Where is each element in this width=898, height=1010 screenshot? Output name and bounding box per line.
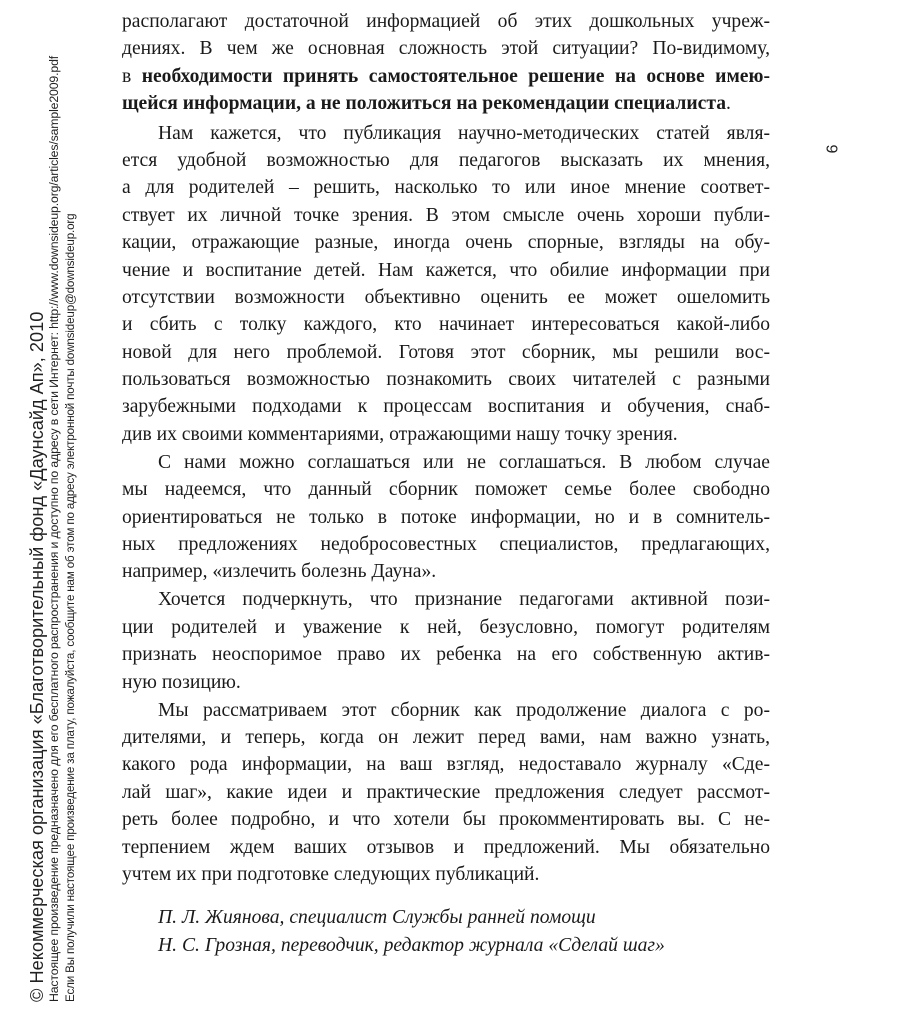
text-line [122, 339, 770, 366]
text-line [122, 90, 770, 117]
distribution-notice: Настоящее произведение предназначено для его бесплатного распространения и доступно по адресу в сети Интернет: http://www.downsideup.org/articles/sample2009.pdf [47, 55, 61, 1002]
text-line [122, 311, 770, 338]
paragraph [122, 8, 770, 118]
text-line [122, 669, 770, 696]
text-segment: зарубежными подходами к процессам воспитания и обучения, снаб- [122, 396, 770, 418]
text-line [122, 449, 770, 476]
text-segment: реть более подробно, и что хотели бы прокомментировать вы. С не- [122, 809, 770, 831]
text-segment: Мы рассматриваем этот сборник как продолжение диалога с ро- [158, 699, 770, 721]
text-segment: отсутствии возможности объективно оценить ее может ошеломить [122, 286, 770, 308]
text-segment: . [726, 93, 731, 115]
text-segment: чение и воспитание детей. Нам кажется, что обилие информации при [122, 259, 770, 281]
text-line [122, 147, 770, 174]
text-line [122, 421, 770, 448]
text-line [122, 834, 770, 861]
text-line [122, 120, 770, 147]
text-segment: ную позицию. [122, 671, 241, 693]
text-line [122, 284, 770, 311]
text-line [122, 586, 770, 613]
paragraph [122, 697, 770, 889]
text-segment: какого рода информации, на ваш взгляд, недоставало журналу «Сде- [122, 754, 770, 776]
body-text [122, 8, 770, 889]
page-number: 9 [822, 144, 840, 154]
paragraph [122, 449, 770, 586]
text-segment: а для родителей – решить, насколько то или иное мнение соответ- [122, 177, 770, 199]
text-segment: учтем их при подготовке следующих публикаций. [122, 863, 540, 885]
text-line [122, 174, 770, 201]
text-line [122, 779, 770, 806]
text-segment: и сбить с толку каждого, кто начинает интересоваться какой-либо [122, 314, 770, 336]
paragraph [122, 586, 770, 696]
text-line [122, 229, 770, 256]
text-segment: кации, отражающие разные, иногда очень спорные, взгляды на обу- [122, 232, 770, 254]
text-segment: див их своими комментариями, отражающими нашу точку зрения. [122, 423, 678, 445]
text-segment: ориентироваться не только в потоке информации, но и в сомнитель- [122, 506, 770, 528]
text-segment: признать неоспоримое право их ребенка на его собственную актив- [122, 644, 770, 666]
text-line [122, 63, 770, 90]
text-segment: ных предложениях недобросовестных специалистов, предлагающих, [122, 534, 770, 556]
text-segment: новой для него проблемой. Готовя этот сборник, мы решили вос- [122, 341, 770, 363]
text-line [122, 724, 770, 751]
text-line [122, 614, 770, 641]
text-segment: Нам кажется, что публикация научно-методических статей явля- [158, 122, 770, 144]
text-segment: лай шаг», какие идеи и практические предложения следует рассмот- [122, 781, 770, 803]
contact-notice: Если Вы получили настоящее произведение за плату, пожалуйста, сообщите нам об этом по адресу электронной почты downsideup@downsideup.org [64, 213, 77, 1002]
text-line [122, 806, 770, 833]
text-line [122, 641, 770, 668]
text-segment: ции родителей и уважение к ней, безусловно, помогут родителям [122, 616, 770, 638]
bold-text: необходимости принять самостоятельное решение на основе имею- [141, 65, 770, 87]
text-line [122, 504, 770, 531]
text-segment: дениях. В чем же основная сложность этой ситуации? По-видимому, [122, 38, 770, 60]
text-line [122, 393, 770, 420]
text-segment: располагают достаточной информацией об этих дошкольных учреж- [122, 11, 770, 32]
bold-text: щейся информации, а не положиться на рекомендации специалиста [122, 93, 727, 115]
text-line [122, 366, 770, 393]
text-line [122, 558, 770, 585]
text-line [122, 531, 770, 558]
text-line [122, 476, 770, 503]
text-line [122, 35, 770, 62]
text-segment: мы надеемся, что данный сборник поможет семье более свободно [122, 479, 770, 501]
text-line [122, 751, 770, 778]
text-segment: С нами можно соглашаться или не соглашаться. В любом случае [158, 451, 770, 473]
text-line [122, 861, 770, 888]
text-segment: пользоваться возможностью познакомить своих читателей с разными [122, 369, 770, 391]
text-segment: Хочется подчеркнуть, что признание педагогами активной пози- [158, 589, 770, 611]
text-segment: ется удобной возможностью для педагогов высказать их мнения, [122, 149, 770, 171]
paragraph [122, 120, 770, 449]
text-segment: например, «излечить болезнь Дауна». [122, 561, 437, 583]
signatures [158, 904, 665, 960]
signature-line: Н. С. Грозная, переводчик, редактор журнала «Сделай шаг» [158, 935, 665, 956]
text-line [122, 697, 770, 724]
text-segment: ствует их личной точке зрения. В этом смысле очень хороши публи- [122, 204, 770, 226]
copyright-notice: © Некоммерческая организация «Благотворительный фонд «Даунсайд Ап», 2010 [27, 311, 47, 1002]
text-segment: терпением ждем ваших отзывов и предложений. Мы обязательно [122, 836, 770, 858]
text-line [122, 8, 770, 35]
text-line [122, 257, 770, 284]
signature-line: П. Л. Жиянова, специалист Службы ранней помощи [158, 907, 596, 928]
text-line [122, 202, 770, 229]
text-segment: в [122, 65, 142, 87]
text-segment: дителями, и теперь, когда он лежит перед вами, нам важно узнать, [122, 726, 770, 748]
